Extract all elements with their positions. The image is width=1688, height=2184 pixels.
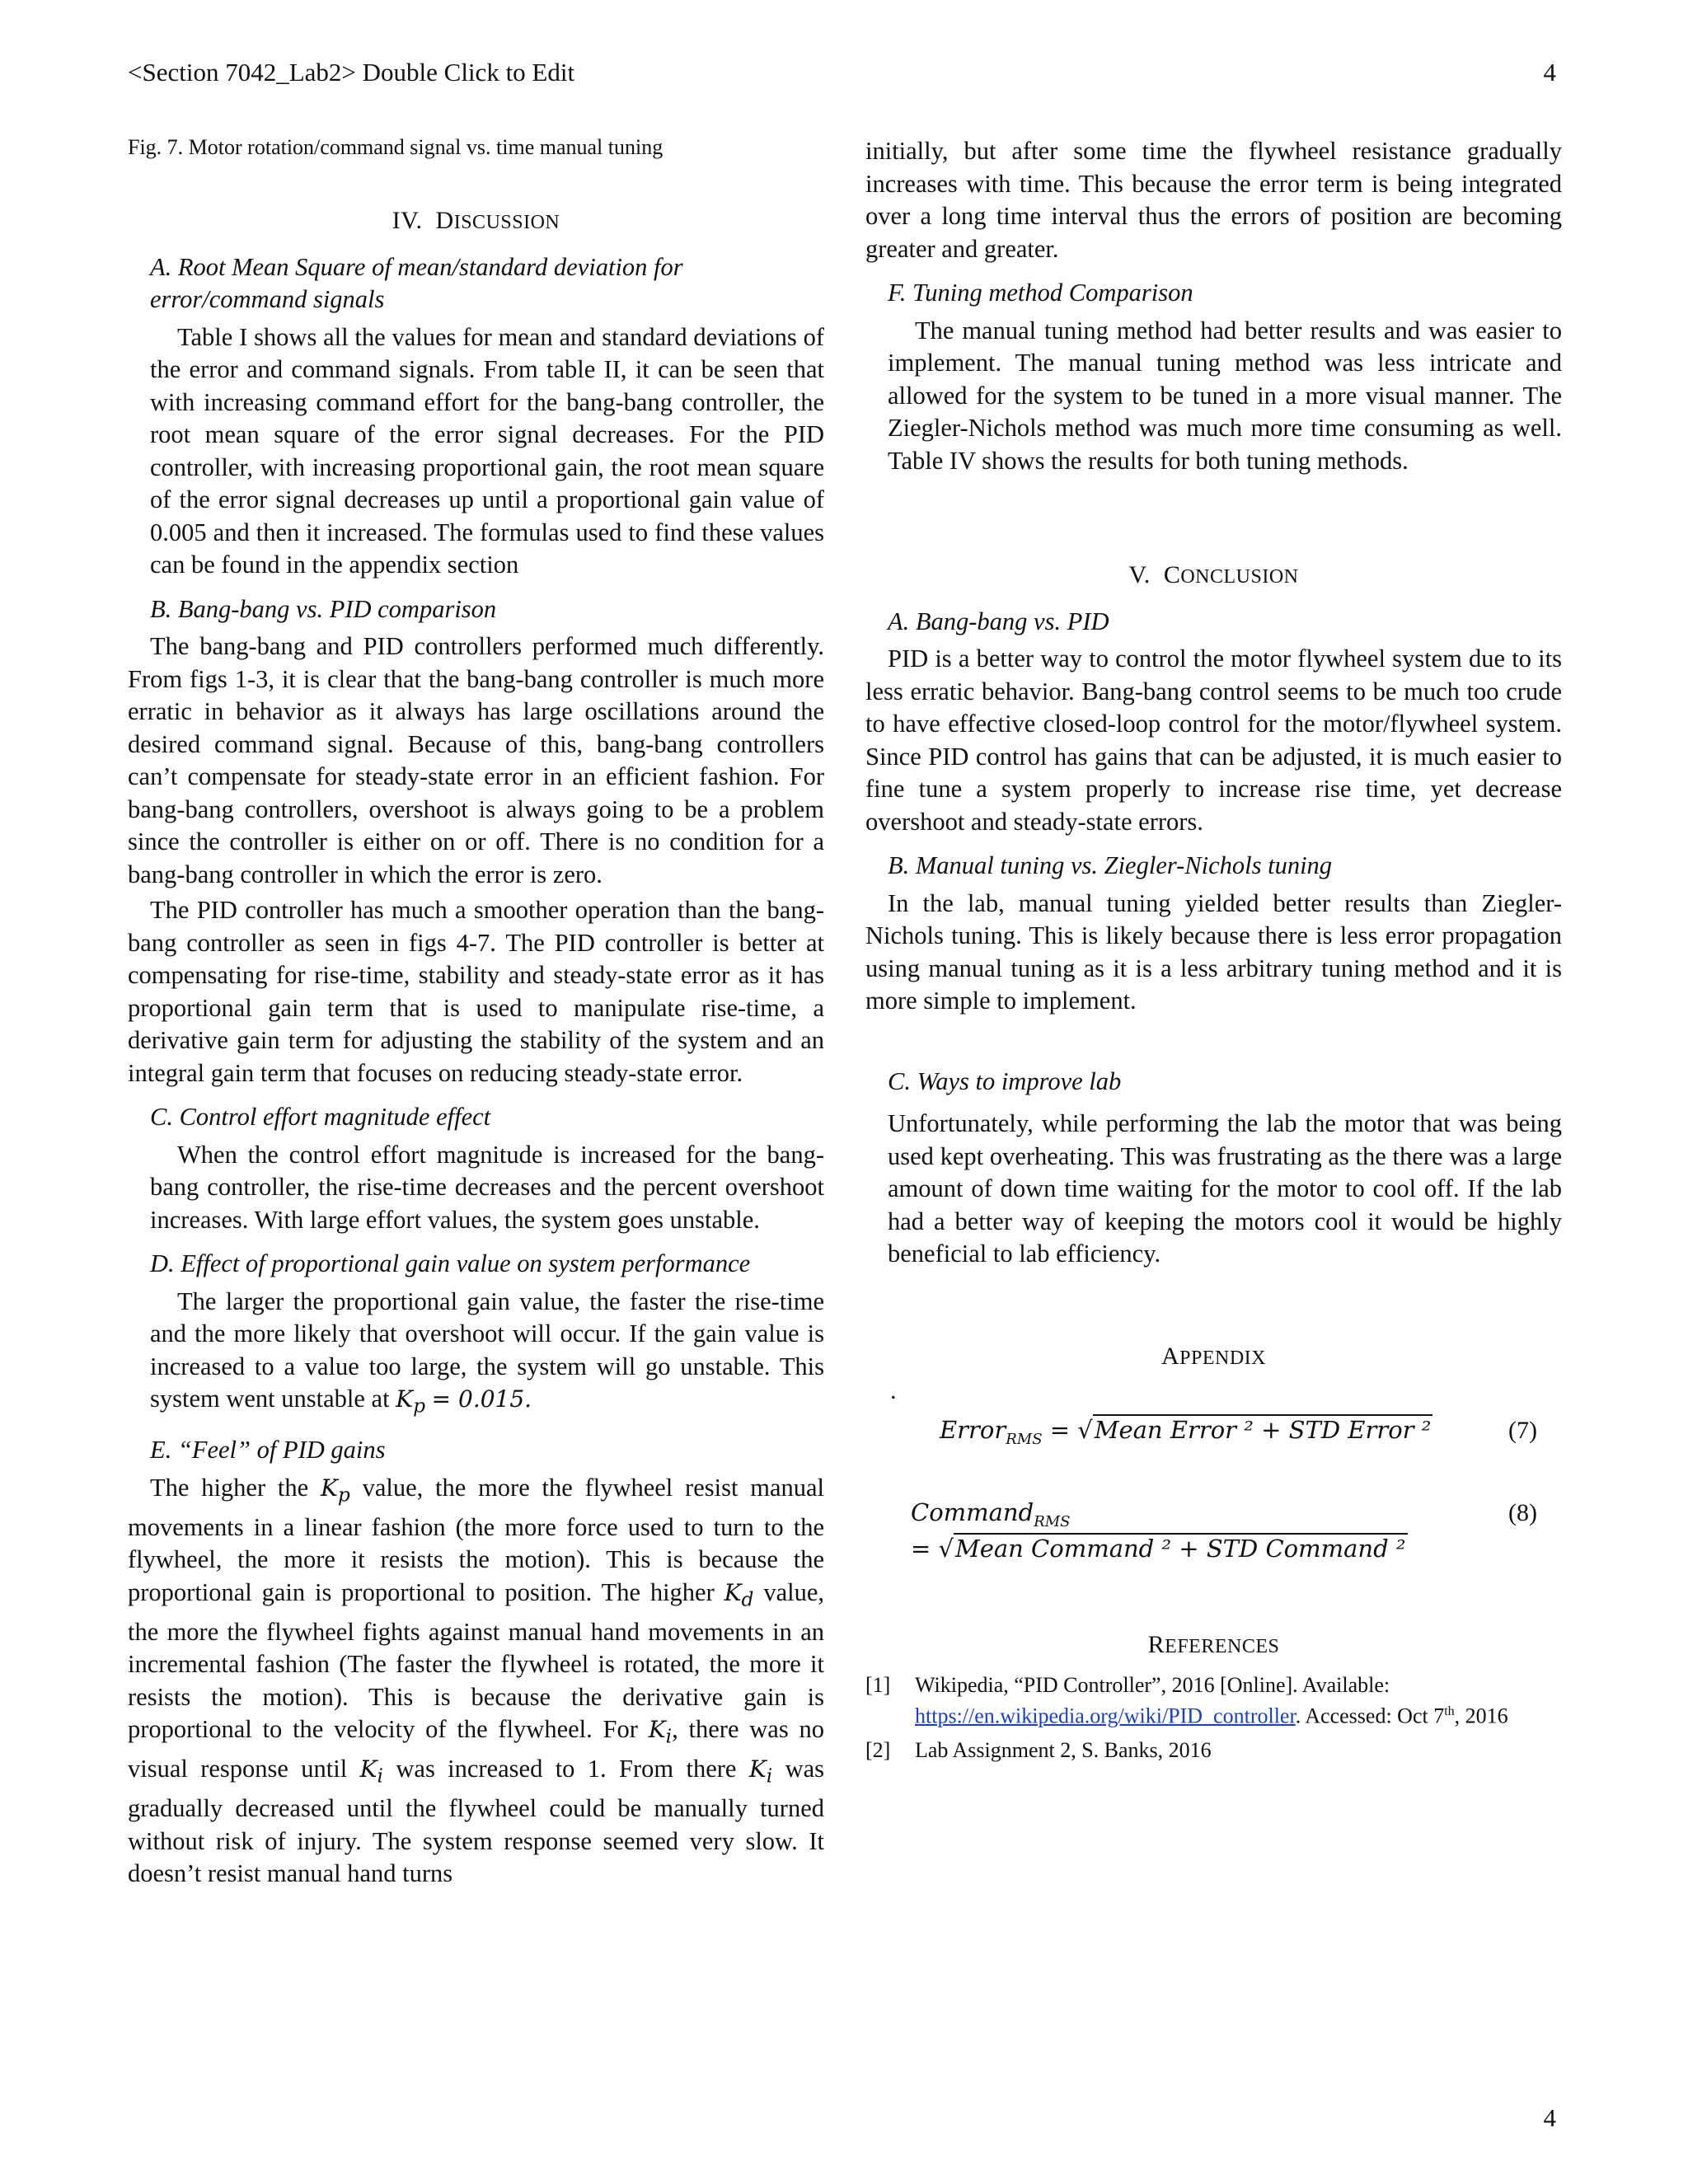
kp-symbol: $K_p$ — [396, 1385, 426, 1418]
reference-text: Lab Assignment 2, S. Banks, 2016 — [915, 1738, 1212, 1763]
subsection-a-body: Table I shows all the values for mean and standard deviations of the error and command signals. From table II, it can be seen that with increasing command effort for the bang-bang controller, the root mean square of the error signal decreases. For the PID controller, with increasing proportional gain, the root mean square of the error signal decreases up until a proportional gain value of 0.005 and then it increased. The formulas used to find these values can be found in the appendix section — [150, 322, 824, 579]
eq8-number: (8) — [1508, 1499, 1537, 1526]
kp-unstable-value: = 0.015. — [431, 1385, 532, 1413]
appendix-initial: A — [1160, 1342, 1180, 1370]
conclusion-a-title: A. Bang-bang vs. PID — [888, 607, 1109, 635]
conclusion-number: V. — [1128, 561, 1151, 588]
section-heading-appendix — [865, 1340, 1562, 1376]
subsection-e-heading — [128, 1434, 824, 1467]
reference-text: Wikipedia, “PID Controller”, 2016 [Online]. Available: https://en.wikipedia.org/wiki/PID_controller. Accessed: Oct 7th, 2016 — [915, 1672, 1508, 1728]
subsection-b-para2: The PID controller has much a smoother operation than the bang-bang controller as seen in figs 4-7. The PID controller is better at compensating for rise-time, stability and steady-state error as it has proportional gain term that is used to manipulate rise-time, a derivative gain term for adjusting the stability of the system and an integral gain term that focuses on reducing steady-state error. — [128, 896, 824, 1087]
subsection-b-title: B. Bang-bang vs. PID comparison — [150, 594, 497, 623]
subsection-e-body — [128, 1472, 824, 1891]
conclusion-c-body: Unfortunately, while performing the lab the motor that was being used kept overheating. This was frustrating as the there was a large amount of down time waiting for the motor to cool off. If the lab had a better way of keeping the motors cool it would be highly beneficial to lab efficiency. — [888, 1109, 1562, 1268]
figure-caption: Fig. 7. Motor rotation/command signal vs. time manual tuning — [128, 135, 663, 159]
stray-dot: . — [890, 1377, 897, 1404]
reference-list — [865, 1672, 1562, 1765]
subsection-d-text: The larger the proportional gain value, the faster the rise-time and the more likely that overshoot will occur. If the gain value is increased to a value too large, the system will go unstable. This system went unstable at — [150, 1286, 824, 1413]
e-text-1: The higher the — [150, 1473, 309, 1502]
ki-symbol-2: $K_i$ — [359, 1755, 383, 1788]
section-heading-discussion — [128, 204, 824, 240]
eq7-expression: Error$_{RMS}$ = √Mean Error ² + STD Error ² — [940, 1416, 1432, 1448]
conclusion-rest: ONCLUSION — [1180, 566, 1299, 588]
discussion-number: IV. — [392, 207, 423, 234]
conclusion-c-title: C. Ways to improve lab — [888, 1066, 1122, 1095]
subsection-c-block — [128, 1101, 824, 1236]
appendix-rest: PPENDIX — [1179, 1347, 1266, 1369]
reference-item — [865, 1737, 1562, 1764]
ki-symbol-3: $K_i$ — [748, 1755, 773, 1788]
subsection-a-title: A. Root Mean Square of mean/standard deviation for error/command signals — [150, 252, 683, 313]
running-header: <Section 7042_Lab2> Double Click to Edit — [128, 58, 575, 87]
subsection-f-block — [865, 277, 1562, 477]
page-number-top: 4 — [1543, 58, 1556, 87]
section-heading-conclusion — [865, 559, 1562, 594]
discussion-initial: D — [435, 207, 454, 234]
subsection-b-para1: The bang-bang and PID controllers performed much differently. From figs 1-3, it is clear that the bang-bang controller is much more erratic in behavior as it always has large oscillations around the desired command signal. Because of this, bang-bang controllers can’t compensate for steady-state error in an efficient fashion. For bang-bang controllers, overshoot is always going to be a problem since the controller is either on or off. There is no condition for a bang-bang controller in which the error is zero. — [128, 632, 824, 888]
subsection-c-body: When the control effort magnitude is increased for the bang-bang controller, the rise-time decreases and the percent overshoot increases. With large effort values, the system goes unstable. — [150, 1140, 824, 1234]
subsection-d-block — [128, 1248, 824, 1422]
kd-symbol: $K_d$ — [724, 1578, 754, 1611]
conclusion-c-block — [865, 1066, 1562, 1271]
discussion-rest: ISCUSSION — [453, 212, 560, 233]
left-column — [128, 134, 824, 1894]
e-text-5: was increased to 1. From there — [396, 1755, 737, 1783]
eq8-lhs: Command$_{RMS}$ — [911, 1498, 1071, 1530]
subsection-d-body — [150, 1286, 824, 1423]
equation-8 — [865, 1497, 1562, 1571]
e-text-2: value, the more the flywheel resist manual movements in a linear fashion (the more force used to turn to the flywheel, the more it resists the motion). This is because the proportional gain is proportional to position. The higher — [128, 1473, 824, 1606]
reference-number: [2] — [865, 1738, 891, 1763]
conclusion-b-body: In the lab, manual tuning yielded better results than Ziegler-Nichols tuning. This is likely because there is less error propagation using manual tuning as it is a less arbitrary tuning method and it is more simple to implement. — [865, 888, 1562, 1015]
reference-link[interactable]: https://en.wikipedia.org/wiki/PID_controller — [915, 1704, 1296, 1728]
conclusion-b-title: B. Manual tuning vs. Ziegler-Nichols tuning — [888, 851, 1333, 879]
subsection-f-body: The manual tuning method had better results and was easier to implement. The manual tuning method was less intricate and allowed for the system to be tuned in a more visual manner. The Ziegler-Nichols method was much more time consuming as well. Table IV shows the results for both tuning methods. — [888, 316, 1562, 475]
eq8-rhs: = √Mean Command ² + STD Command ² — [911, 1535, 1406, 1563]
e-text-6: was gradually decreased until the flywheel could be manually turned without risk of injury. The system response seemed very slow. It doesn’t resist manual hand turns — [128, 1755, 825, 1888]
continued-paragraph: initially, but after some time the flywheel resistance gradually increases with time. This because the error term is being integrated over a long time interval thus the errors of position are becoming greater and greater. — [865, 137, 1562, 263]
page-number-bottom: 4 — [1543, 2103, 1556, 2132]
references-rest: EFERENCES — [1165, 1636, 1280, 1657]
ki-symbol-1: $K_i$ — [648, 1716, 673, 1748]
kp-symbol-e: $K_p$ — [320, 1474, 350, 1507]
references-initial: R — [1147, 1631, 1165, 1658]
conclusion-a-body: PID is a better way to control the motor flywheel system due to its less erratic behavior. Bang-bang control seems to be much too crude to have effective closed-loop control for the motor/flywheel system. Since PID control has gains that can be adjusted, it is much easier to fine tune a system properly to increase rise time, yet decrease overshoot and steady-state errors. — [865, 644, 1562, 836]
right-column — [865, 135, 1562, 1772]
e-text-3: value, the more the flywheel fights against manual hand movements in an incremental fashion (The faster the flywheel is rotated, the more it resists the motion). This is because the derivative gain is proportional to the velocity of the flywheel. For — [128, 1577, 825, 1744]
e-text-4: , there was no visual response until — [128, 1715, 825, 1783]
section-heading-references — [865, 1629, 1562, 1664]
equation-7 — [865, 1406, 1562, 1464]
subsection-c-title: C. Control effort magnitude effect — [150, 1103, 491, 1131]
conclusion-b-heading — [865, 850, 1562, 883]
subsection-b-heading — [128, 593, 824, 626]
subsection-e-title: E. “Feel” of PID gains — [150, 1436, 386, 1465]
subsection-d-title: D. Effect of proportional gain value on system performance — [150, 1249, 751, 1277]
conclusion-initial: C — [1163, 561, 1181, 588]
reference-item — [865, 1672, 1562, 1730]
conclusion-a-heading — [865, 606, 1562, 639]
reference-number: [1] — [865, 1672, 891, 1697]
eq7-number: (7) — [1508, 1417, 1537, 1444]
subsection-a-block — [128, 251, 824, 582]
subsection-f-title: F. Tuning method Comparison — [888, 279, 1193, 307]
